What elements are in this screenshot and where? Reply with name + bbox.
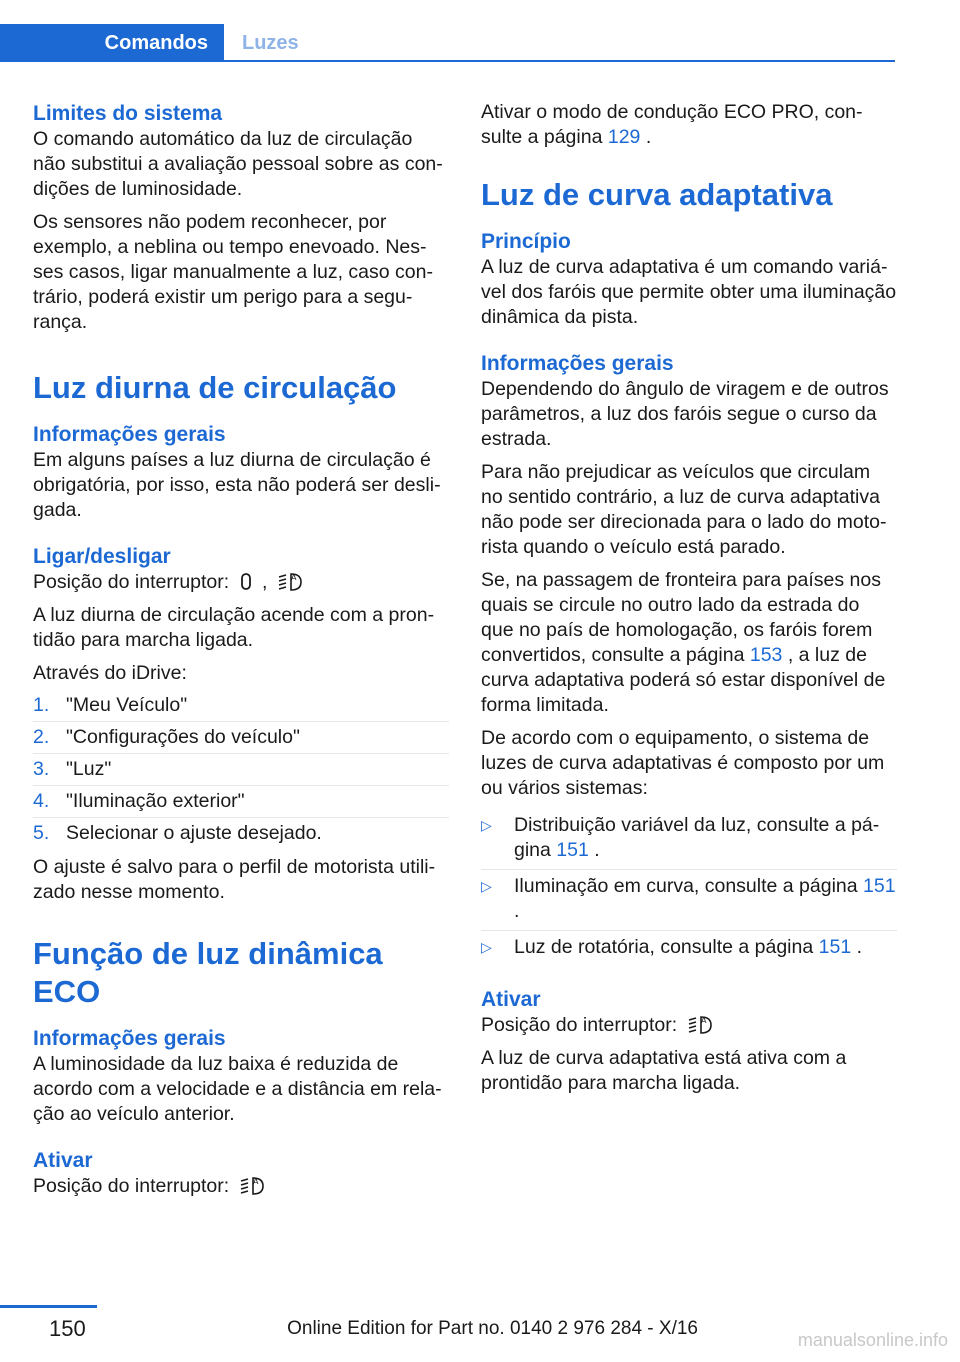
list-item: 5. Selecionar o ajuste desejado.: [33, 822, 322, 844]
paragraph: Se, na passagem de fronteira para países nos quais se circule no outro lado da estrada do que no país de homologação, os faróis forem convertidos, consulte a página 153 , a luz de curva adaptativa poderá só estar disponível de forma limitada.: [481, 569, 886, 716]
heading-ligar-desligar: Ligar/desligar: [33, 545, 171, 568]
heading-ativar: Ativar: [481, 988, 541, 1011]
list-item: 2. "Configurações do veículo": [33, 722, 449, 754]
list-item: 3. "Luz": [33, 754, 449, 786]
page-link[interactable]: 151: [863, 875, 896, 897]
paragraph: O ajuste é salvo para o perfil de motorista utilizado nesse momento.: [33, 856, 436, 903]
paragraph: Através do iDrive:: [33, 662, 187, 684]
paragraph: O comando automático da luz de circulação não substitui a avaliação pessoal sobre as condições de luminosidade.: [33, 128, 443, 200]
list-item: 4. "Iluminação exterior": [33, 786, 449, 818]
heading-informacoes: Informações gerais: [33, 423, 226, 446]
tab-luzes: Luzes: [242, 31, 299, 54]
paragraph: Em alguns países a luz diurna de circulação é obrigatória, por isso, esta não poderá ser desligada.: [33, 449, 441, 521]
paragraph: Ativar o modo de condução ECO PRO, consulte a página 129 .: [481, 101, 863, 148]
tab-comandos: Comandos: [0, 24, 224, 62]
separator: ,: [262, 571, 268, 593]
heading-ativar: Ativar: [33, 1149, 93, 1172]
page-header: [0, 0, 895, 62]
footer-rule: [0, 1305, 97, 1308]
heading-informacoes: Informações gerais: [481, 352, 674, 375]
list-item: ▷ Luz de rotatória, consulte a página 151 .: [481, 936, 863, 958]
edition-text: Online Edition for Part no. 0140 2 976 284 - X/16: [287, 1318, 698, 1339]
header-rule: [224, 60, 895, 62]
list-item: ▷ Distribuição variável da luz, consulte a página 151 .: [481, 809, 897, 870]
heading-limites: Limites do sistema: [33, 102, 223, 125]
auto-headlight-icon: [277, 570, 305, 599]
paragraph: A luz de curva adaptativa é um comando variável dos faróis que permite obter uma iluminação dinâmica da pista.: [481, 256, 897, 328]
page-link[interactable]: 151: [556, 839, 589, 861]
heading-informacoes: Informações gerais: [33, 1027, 226, 1050]
switch-position-line: [33, 1174, 449, 1203]
switch-position-line: [481, 1013, 897, 1042]
paragraph: A luminosidade da luz baixa é reduzida de acordo com a velocidade e a distância em relação ao veículo anterior.: [33, 1053, 442, 1125]
switch-off-icon: [239, 572, 253, 599]
paragraph: Para não prejudicar as veículos que circulam no sentido contrário, a luz de curva adaptativa não pode ser direcionada para o lado do motorista quando o veículo está parado.: [481, 461, 887, 558]
left-column: [33, 100, 449, 1211]
auto-headlight-icon: [239, 1174, 267, 1203]
section-title-curva: Luz de curva adaptativa: [481, 177, 833, 212]
switch-position-label: Posição do interruptor:: [33, 1175, 230, 1197]
list-item: ▷ Iluminação em curva, consulte a página 151 .: [481, 870, 897, 931]
triangle-bullet-icon: ▷: [481, 939, 492, 955]
auto-headlight-icon: [687, 1013, 715, 1042]
switch-position-label: Posição do interruptor:: [481, 1014, 678, 1036]
svg-text:A: A: [290, 573, 297, 582]
page-link[interactable]: 151: [818, 936, 852, 958]
heading-principio: Princípio: [481, 230, 571, 253]
switch-position-line: [33, 570, 449, 599]
paragraph: A luz diurna de circulação acende com a prontidão para marcha ligada.: [33, 604, 435, 651]
section-title-eco: Função de luz dinâmica ECO: [33, 936, 383, 1009]
watermark: manualsonline.info: [797, 1330, 948, 1350]
paragraph: A luz de curva adaptativa está ativa com a prontidão para marcha ligada.: [481, 1047, 847, 1094]
right-column: [481, 100, 897, 1104]
triangle-bullet-icon: ▷: [481, 878, 492, 894]
svg-text:A: A: [700, 1016, 707, 1025]
systems-list: [481, 809, 897, 966]
page-link[interactable]: 129: [607, 126, 641, 148]
svg-text:A: A: [252, 1177, 259, 1186]
paragraph: De acordo com o equipamento, o sistema de luzes de curva adaptativas é composto por um ou vários sistemas:: [481, 727, 885, 799]
paragraph: Dependendo do ângulo de viragem e de outros parâmetros, a luz dos faróis segue o curso da estrada.: [481, 378, 889, 450]
section-title-luz-diurna: Luz diurna de circulação: [33, 370, 397, 405]
page-number: 150: [49, 1316, 86, 1341]
paragraph: Os sensores não podem reconhecer, por exemplo, a neblina ou tempo enevoado. Nesses casos, ligar manualmente a luz, caso contrário, poderá existir um perigo para a segurança.: [33, 211, 433, 333]
triangle-bullet-icon: ▷: [481, 817, 492, 833]
idrive-steps-list: [33, 690, 449, 849]
list-item: 1. "Meu Veículo": [33, 690, 449, 722]
page-link[interactable]: 153: [749, 644, 783, 666]
switch-position-label: Posição do interruptor:: [33, 571, 230, 593]
